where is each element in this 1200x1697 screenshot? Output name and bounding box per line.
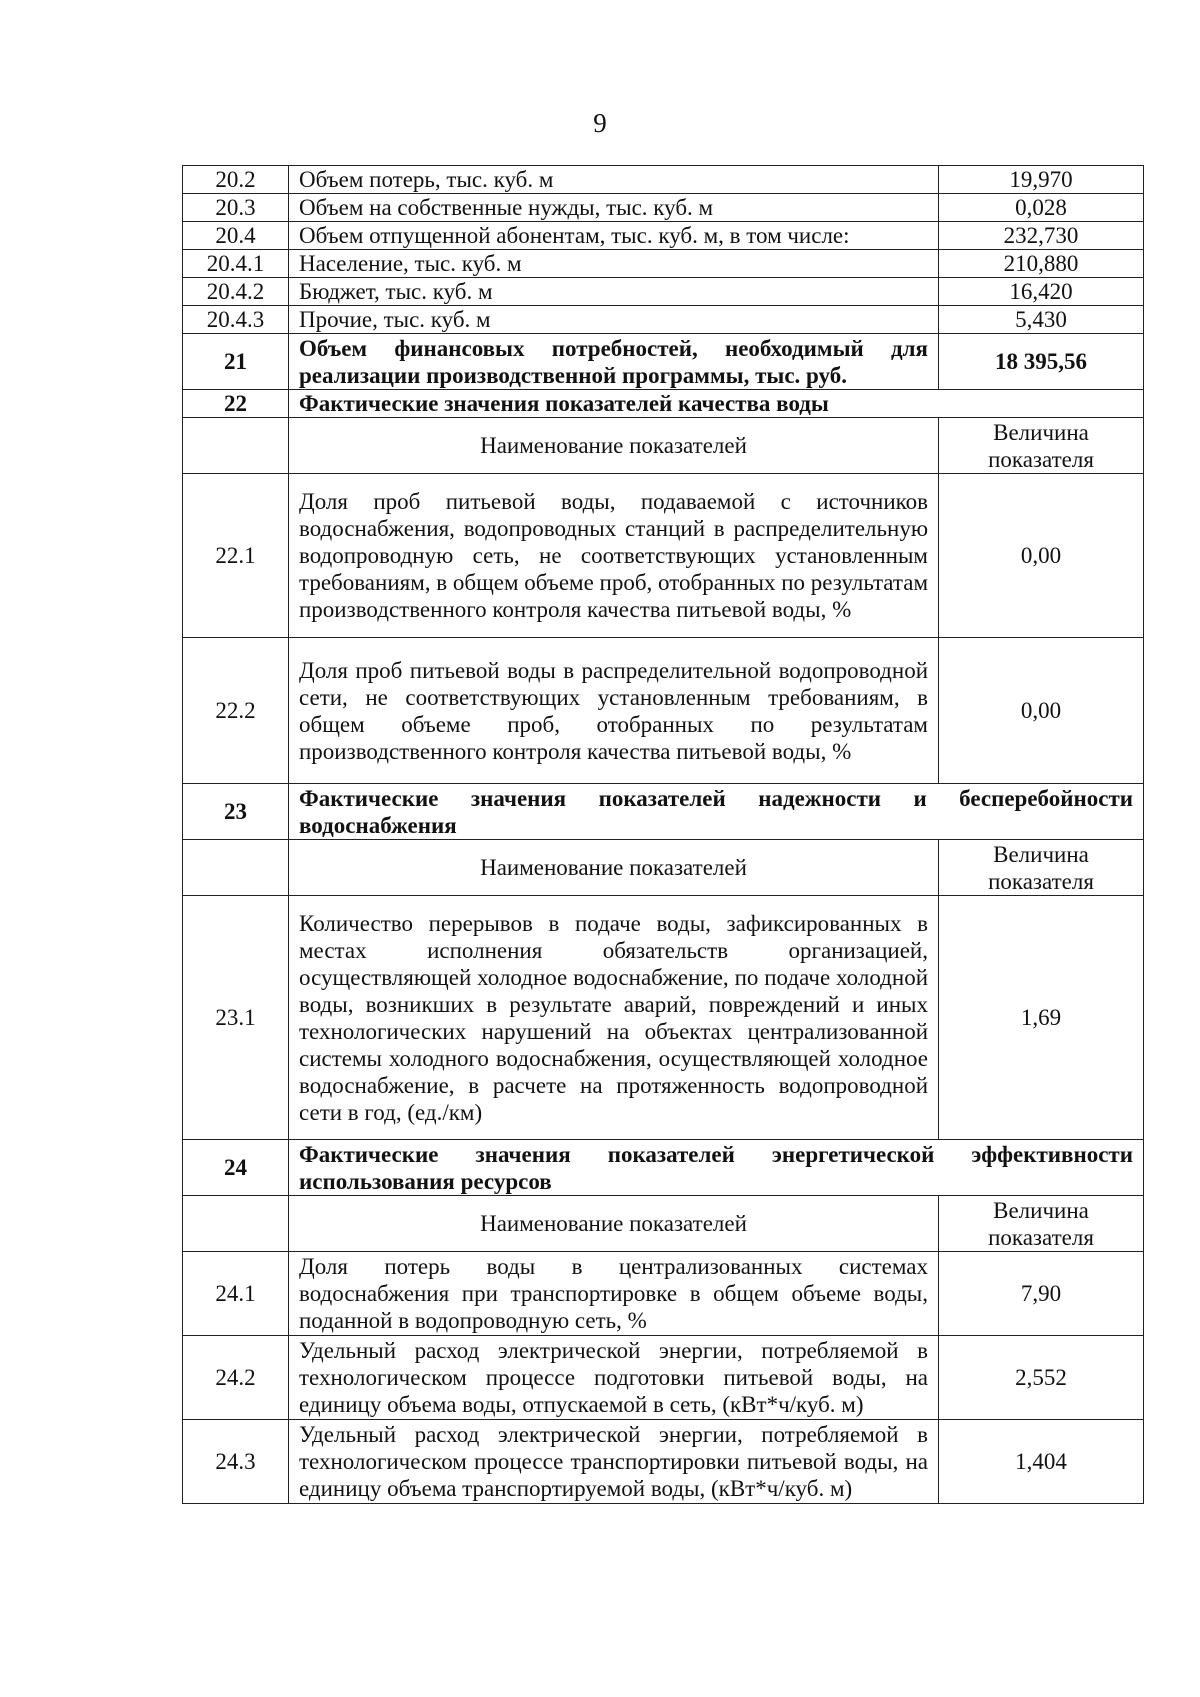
row-value: 5,430	[939, 306, 1144, 334]
row-value: 19,970	[939, 166, 1144, 194]
section-number: 22	[183, 390, 289, 418]
indicator-name-header: Наименование показателей	[289, 418, 939, 474]
row-value: 1,404	[939, 1420, 1144, 1504]
row-number: 23.1	[183, 896, 289, 1140]
section-number: 24	[183, 1140, 289, 1196]
row-value: 16,420	[939, 278, 1144, 306]
row-number: 20.2	[183, 166, 289, 194]
table-row	[183, 1420, 1144, 1504]
row-description: Доля проб питьевой воды в распределительной водопроводной сети, не соответствующих установленным требованиям, в общем объеме проб, отобранных по результатам производственного контроля качества питьевой воды, %	[289, 638, 939, 784]
indicator-name-header: Наименование показателей	[289, 1196, 939, 1252]
row-value: 0,028	[939, 194, 1144, 222]
column-header-row	[183, 840, 1144, 896]
table-row	[183, 638, 1144, 784]
section-heading-row	[183, 784, 1144, 840]
empty-cell	[183, 418, 289, 474]
indicator-table	[182, 165, 1144, 1504]
column-header-row	[183, 418, 1144, 474]
row-number: 24.1	[183, 1252, 289, 1336]
row-number: 20.4.3	[183, 306, 289, 334]
table-row	[183, 474, 1144, 638]
row-description: Население, тыс. куб. м	[289, 250, 939, 278]
row-value: 0,00	[939, 474, 1144, 638]
table-row	[183, 166, 1144, 194]
table-row	[183, 896, 1144, 1140]
row-description: Прочие, тыс. куб. м	[289, 306, 939, 334]
row-number: 20.4	[183, 222, 289, 250]
indicator-value-header: Величина показателя	[939, 418, 1144, 474]
row-number: 21	[183, 334, 289, 390]
row-number: 22.2	[183, 638, 289, 784]
page-number: 9	[593, 108, 607, 138]
table-row	[183, 306, 1144, 334]
row-value: 18 395,56	[939, 334, 1144, 390]
indicator-value-header: Величина показателя	[939, 840, 1144, 896]
row-description: Количество перерывов в подаче воды, зафиксированных в местах исполнения обязательств организацией, осуществляющей холодное водоснабжение, по подаче холодной воды, возникших в результате аварий, повреждений и иных технологических нарушений на объектах централизованной системы холодного водоснабжения, осуществляющей холодное водоснабжение, в расчете на протяженность водопроводной сети в год, (ед./км)	[289, 896, 939, 1140]
row-description: Доля потерь воды в централизованных системах водоснабжения при транспортировке в общем объеме воды, поданной в водопроводную сеть, %	[289, 1252, 939, 1336]
table-row	[183, 222, 1144, 250]
row-description: Объем финансовых потребностей, необходимый для реализации производственной программы, тыс. руб.	[289, 334, 939, 390]
table-row	[183, 194, 1144, 222]
section-heading-row	[183, 1140, 1144, 1196]
section-number: 23	[183, 784, 289, 840]
row-number: 24.2	[183, 1336, 289, 1420]
table-row	[183, 1336, 1144, 1420]
section-heading-row	[183, 390, 1144, 418]
row-number: 24.3	[183, 1420, 289, 1504]
row-description: Бюджет, тыс. куб. м	[289, 278, 939, 306]
row-number: 20.4.2	[183, 278, 289, 306]
row-value: 1,69	[939, 896, 1144, 1140]
table-row	[183, 334, 1144, 390]
section-title: Фактические значения показателей качества воды	[289, 390, 1144, 418]
row-description: Удельный расход электрической энергии, потребляемой в технологическом процессе транспортировки питьевой воды, на единицу объема транспортируемой воды, (кВт*ч/куб. м)	[289, 1420, 939, 1504]
row-value: 7,90	[939, 1252, 1144, 1336]
row-description: Объем на собственные нужды, тыс. куб. м	[289, 194, 939, 222]
row-description: Объем отпущенной абонентам, тыс. куб. м, в том числе:	[289, 222, 939, 250]
column-header-row	[183, 1196, 1144, 1252]
table-row	[183, 250, 1144, 278]
row-number: 22.1	[183, 474, 289, 638]
indicator-name-header: Наименование показателей	[289, 840, 939, 896]
section-title: Фактические значения показателей надежности и бесперебойности водоснабжения	[289, 784, 1144, 840]
row-description: Доля проб питьевой воды, подаваемой с источников водоснабжения, водопроводных станций в распределительную водопроводную сеть, не соответствующих установленным требованиям, в общем объеме проб, отобранных по результатам производственного контроля качества питьевой воды, %	[289, 474, 939, 638]
row-value: 0,00	[939, 638, 1144, 784]
empty-cell	[183, 1196, 289, 1252]
indicator-value-header: Величина показателя	[939, 1196, 1144, 1252]
row-description: Удельный расход электрической энергии, потребляемой в технологическом процессе подготовки питьевой воды, на единицу объема воды, отпускаемой в сеть, (кВт*ч/куб. м)	[289, 1336, 939, 1420]
row-description: Объем потерь, тыс. куб. м	[289, 166, 939, 194]
row-value: 2,552	[939, 1336, 1144, 1420]
table-row	[183, 278, 1144, 306]
empty-cell	[183, 840, 289, 896]
row-value: 232,730	[939, 222, 1144, 250]
table-row	[183, 1252, 1144, 1336]
row-number: 20.3	[183, 194, 289, 222]
row-number: 20.4.1	[183, 250, 289, 278]
section-title: Фактические значения показателей энергетической эффективности использования ресурсов	[289, 1140, 1144, 1196]
row-value: 210,880	[939, 250, 1144, 278]
